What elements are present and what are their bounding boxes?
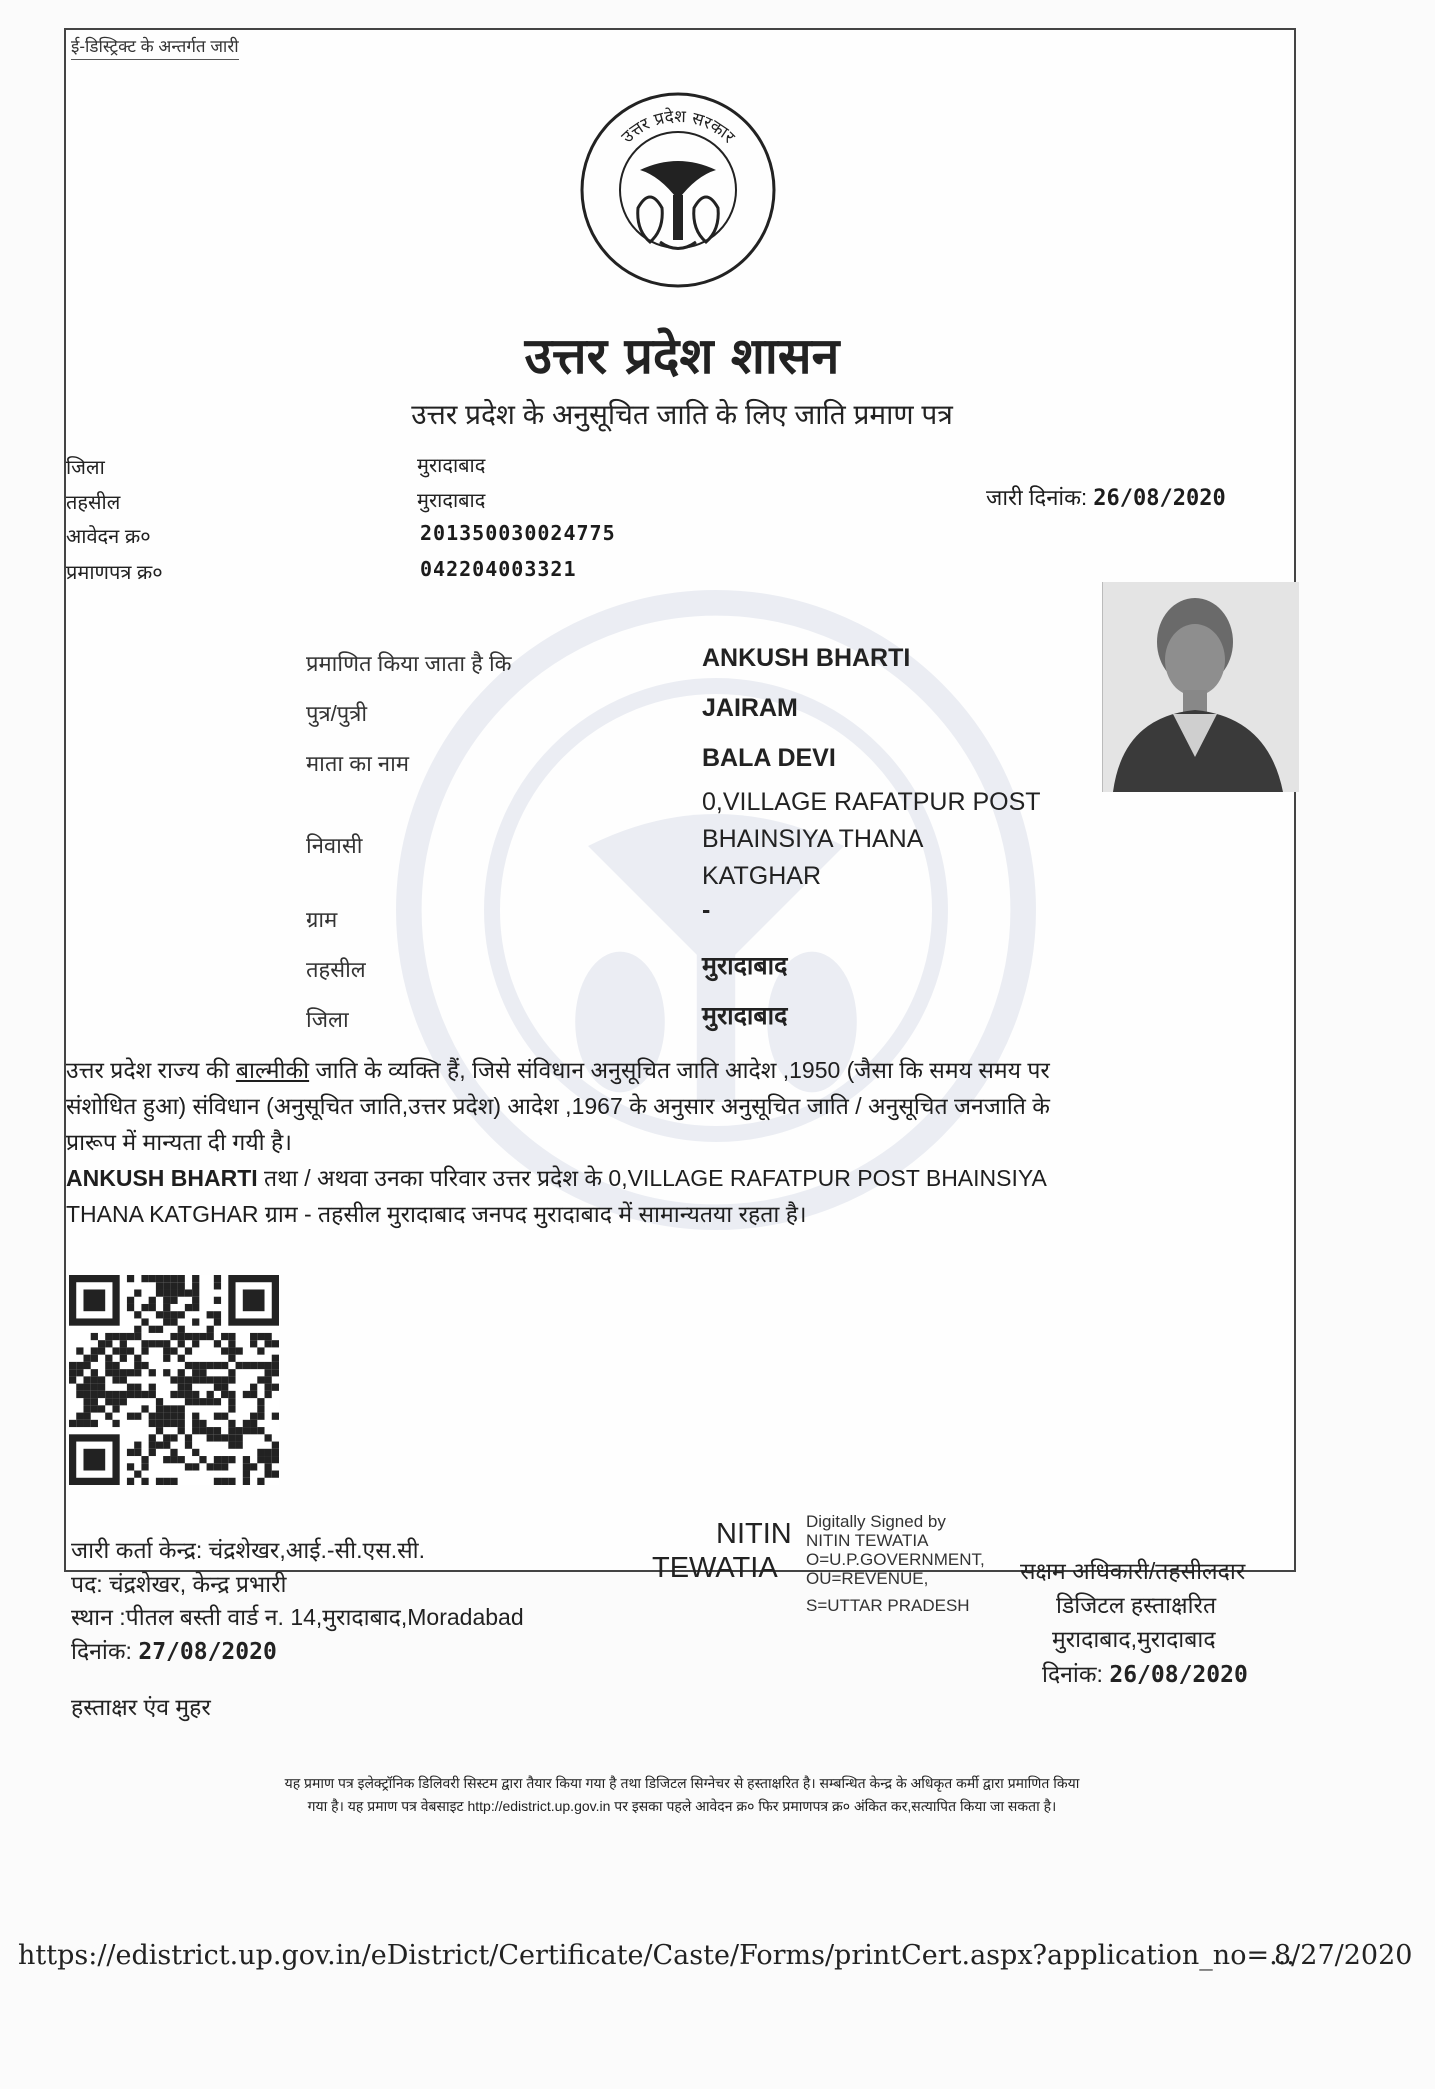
issuer-date: दिनांक: 27/08/2020 <box>71 1638 277 1665</box>
signer-name-line2: TEWATIA <box>652 1552 778 1584</box>
value-name: ANKUSH BHARTI <box>702 644 911 672</box>
authority-date: दिनांक: 26/08/2020 <box>1042 1661 1248 1688</box>
label-tehsil: तहसील <box>306 957 366 982</box>
value-district: मुरादाबाद <box>702 1002 788 1030</box>
residence-paragraph: ANKUSH BHARTI तथा / अथवा उनका परिवार उत्तर प्रदेश के 0,VILLAGE RAFATPUR POST BHAINSIYA THANA KATGHAR ग्राम - तहसील मुरादाबाद जनपद मुरादाबाद में सामान्यतया रहता है। <box>66 1165 1047 1227</box>
label-district: जिला <box>306 1007 349 1032</box>
emblem-arc-text: उत्तर प्रदेश सरकार <box>617 106 739 148</box>
paragraph-name: ANKUSH BHARTI <box>66 1165 258 1191</box>
authority-title: सक्षम अधिकारी/तहसीलदार <box>1020 1558 1246 1584</box>
print-date: 8/27/2020 <box>1274 1940 1413 1971</box>
meta-label-application-no: आवेदन क्र० <box>66 526 151 548</box>
address-line: 0,VILLAGE RAFATPUR POST <box>702 788 1041 816</box>
label-mother: माता का नाम <box>306 751 409 776</box>
up-govt-emblem-icon <box>578 90 778 290</box>
label-certify: प्रमाणित किया जाता है कि <box>306 651 512 676</box>
disclaimer: यह प्रमाण पत्र इलेक्ट्रॉनिक डिलिवरी सिस्टम द्वारा तैयार किया गया है तथा डिजिटल सिग्नेचर से हस्ताक्षरित है। सम्बन्धित केन्द्र के अधिकृत कर्मी द्वारा प्रमाणित किया गया है। यह प्रमाण पत्र वेबसाइट http://edistrict.up.gov.in पर इसका पहले आवेदन क्र० फिर प्रमाणपत्र क्र० अंकित कर,सत्यापित किया जा सकता है। <box>284 1775 1080 1814</box>
issuer-place: स्थान :पीतल बस्ती वार्ड न. 14,मुरादाबाद,Moradabad <box>71 1604 524 1630</box>
label-relation: पुत्र/पुत्री <box>306 701 368 726</box>
meta-value-district: मुरादाबाद <box>417 455 486 477</box>
caste-name: बाल्मीकी <box>235 1057 310 1083</box>
meta-label-district: जिला <box>66 457 105 479</box>
sign-label: हस्ताक्षर एंव मुहर <box>71 1694 211 1720</box>
print-url: https://edistrict.up.gov.in/eDistrict/Certificate/Caste/Forms/printCert.aspx?application_no=... <box>18 1940 1295 1971</box>
applicant-photo <box>1102 582 1299 792</box>
address-line: BHAINSIYA THANA <box>702 825 924 853</box>
value-village: - <box>702 896 711 924</box>
authority-digital: डिजिटल हस्ताक्षरित <box>1056 1592 1217 1618</box>
issuer-post: पद: चंद्रशेखर, केन्द्र प्रभारी <box>71 1571 287 1597</box>
value-tehsil: मुरादाबाद <box>702 952 788 980</box>
header-note: ई-डिस्ट्रिक्ट के अन्तर्गत जारी <box>71 34 239 60</box>
svg-text:उत्तर प्रदेश सरकार <box>618 106 740 148</box>
label-village: ग्राम <box>306 907 338 932</box>
label-residence: निवासी <box>306 833 363 858</box>
value-address <box>702 784 1041 895</box>
signer-name-line1: NITIN <box>716 1518 792 1550</box>
address-line: KATGHAR <box>702 862 821 890</box>
issuer-center: जारी कर्ता केन्द्र: चंद्रशेखर,आई.-सी.एस.सी. <box>71 1537 426 1563</box>
digital-signature-details: Digitally Signed by NITIN TEWATIA O=U.P.GOVERNMENT, OU=REVENUE, S=UTTAR PRADESH <box>806 1512 985 1615</box>
issue-date: जारी दिनांक: 26/08/2020 <box>986 485 1226 511</box>
certificate <box>64 28 1296 1814</box>
value-mother: BALA DEVI <box>702 744 836 772</box>
page-subtitle: उत्तर प्रदेश के अनुसूचित जाति के लिए जाति प्रमाण पत्र <box>411 399 953 430</box>
meta-value-tehsil: मुरादाबाद <box>417 490 486 512</box>
value-father: JAIRAM <box>702 694 798 722</box>
meta-value-application-no: 201350030024775 <box>420 521 616 545</box>
page-title: उत्तर प्रदेश शासन <box>524 326 840 385</box>
meta-value-certificate-no: 042204003321 <box>420 557 577 581</box>
qr-code-icon <box>69 1275 279 1485</box>
meta-label-certificate-no: प्रमाणपत्र क्र० <box>66 562 163 584</box>
meta-label-tehsil: तहसील <box>66 492 121 514</box>
caste-paragraph: उत्तर प्रदेश राज्य की बाल्मीकी जाति के व्यक्ति हैं, जिसे संविधान अनुसूचित जाति आदेश ,1950 (जैसा कि समय समय पर संशोधित हुआ) संविधान (अनुसूचित जाति,उत्तर प्रदेश) आदेश ,1967 के अनुसार अनुसूचित जाति / अनुसूचित जनजाति के प्रारूप में मान्यता दी गयी है। <box>66 1057 1050 1155</box>
authority-place: मुरादाबाद,मुरादाबाद <box>1052 1626 1216 1652</box>
